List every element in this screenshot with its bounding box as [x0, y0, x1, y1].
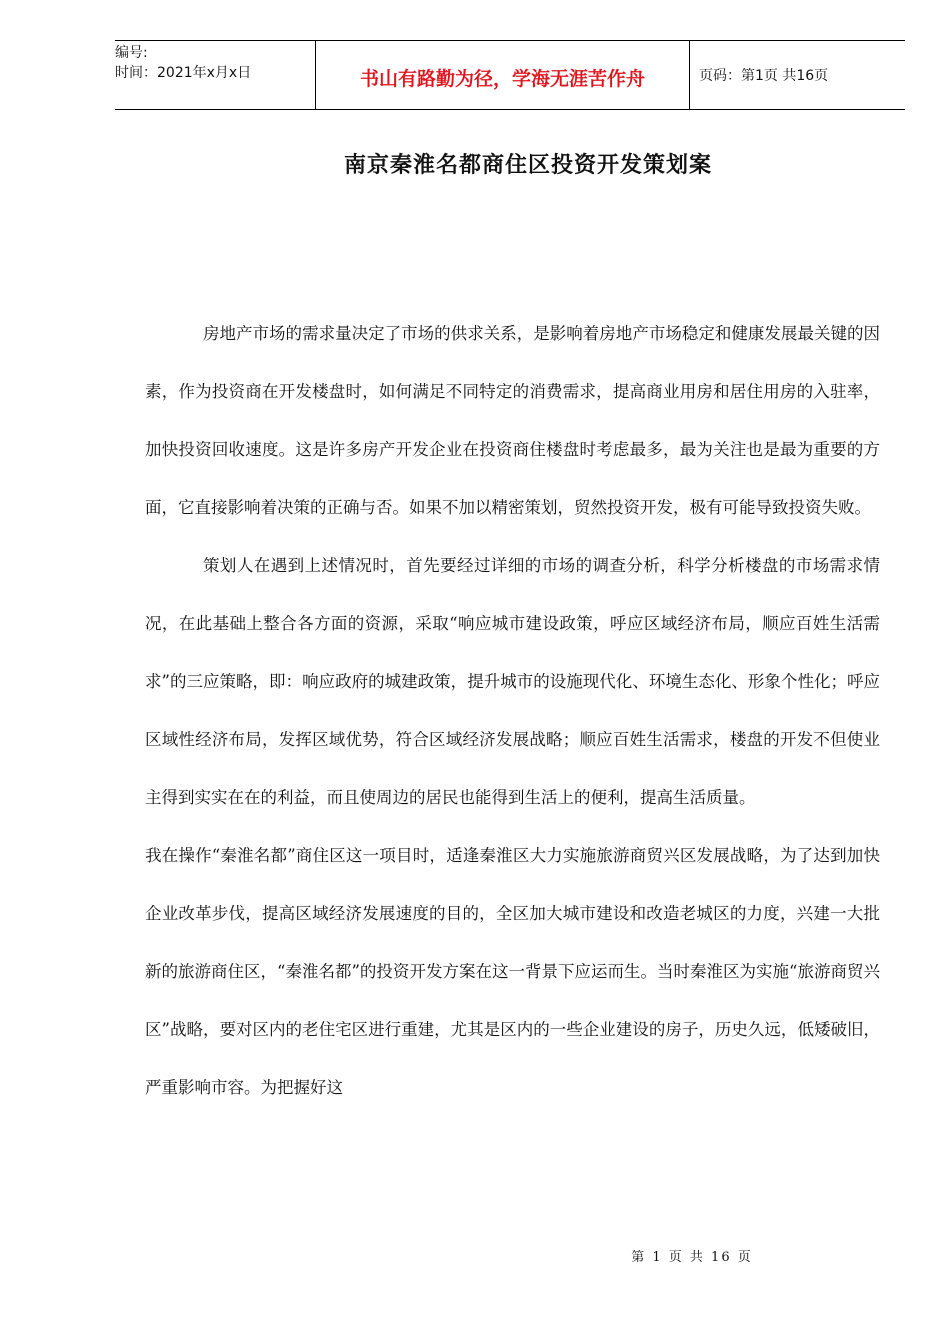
document-body: [145, 305, 880, 1117]
document-title: 南京秦淮名都商住区投资开发策划案: [343, 152, 712, 178]
paragraph: 策划人在遇到上述情况时，首先要经过详细的市场的调查分析，科学分析楼盘的市场需求情况，在此基础上整合各方面的资源，采取“响应城市建设政策，呼应区域经济布局，顺应百姓生活需求”的三应策略，即：响应政府的城建政策，提升城市的设施现代化、环境生态化、形象个性化；呼应区域性经济布局，发挥区域优势，符合区域经济发展战略；顺应百姓生活需求，楼盘的开发不但使业主得到实实在在的利益，而且使周边的居民也能得到生活上的便利，提高生活质量。: [145, 556, 880, 807]
header-page-cell: [690, 41, 905, 109]
document-header: [115, 40, 905, 110]
date-label: 时间：2021年x月x日: [115, 65, 252, 81]
motto-text: 书山有路勤为径，学海无涯苦作舟: [359, 67, 645, 90]
page-footer: 第 1 页 共 16 页: [631, 1250, 753, 1265]
paragraph: 房地产市场的需求量决定了市场的供求关系，是影响着房地产市场稳定和健康发展最关键的因素，作为投资商在开发楼盘时，如何满足不同特定的消费需求，提高商业用房和居住用房的入驻率，加快投资回收速度。这是许多房产开发企业在投资商住楼盘时考虑最多，最为关注也是最为重要的方面，它直接影响着决策的正确与否。如果不加以精密策划，贸然投资开发，极有可能导致投资失败。: [145, 324, 880, 517]
page-info: 页码：第1页 共16页: [699, 68, 829, 84]
header-motto-cell: [316, 41, 690, 109]
header-meta-cell: [115, 41, 316, 109]
number-label: 编号:: [115, 45, 148, 61]
paragraph: 我在操作“秦淮名都”商住区这一项目时，适逢秦淮区大力实施旅游商贸兴区发展战略，为了达到加快企业改革步伐，提高区域经济发展速度的目的，全区加大城市建设和改造老城区的力度，兴建一大批新的旅游商住区，“秦淮名都”的投资开发方案在这一背景下应运而生。当时秦淮区为实施“旅游商贸兴区”战略，要对区内的老住宅区进行重建，尤其是区内的一些企业建设的房子，历史久远，低矮破旧，严重影响市容。为把握好这: [145, 846, 880, 1097]
